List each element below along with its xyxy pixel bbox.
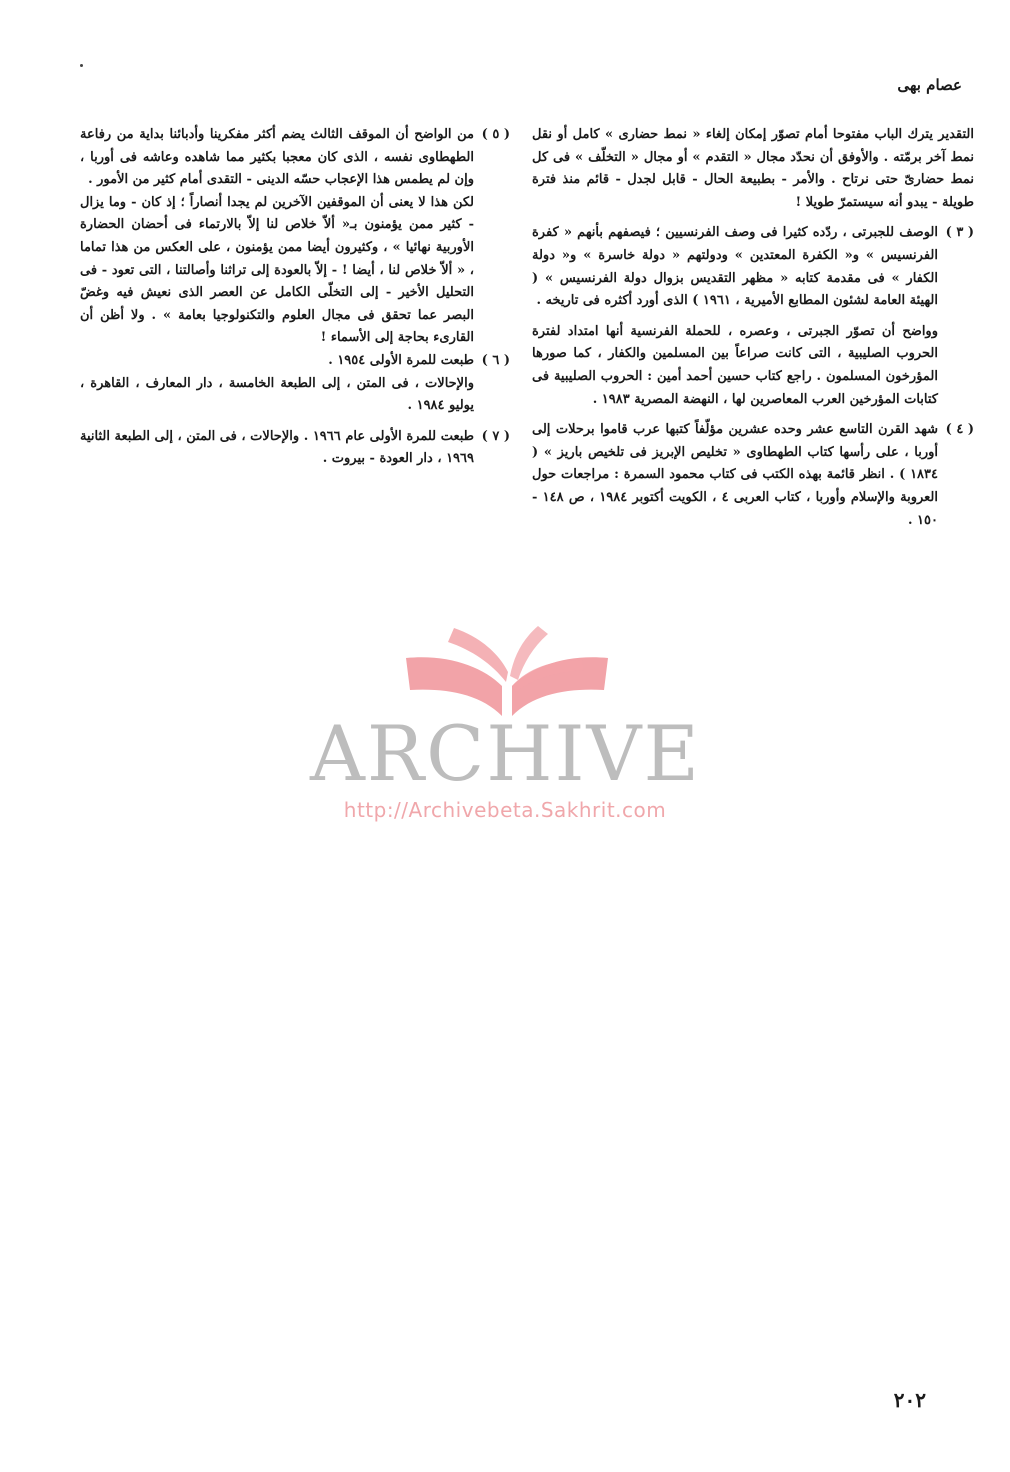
footnote-3: [532, 222, 974, 312]
watermark-url: http://Archivebeta.Sakhrit.com: [343, 798, 667, 822]
footnotes-left-column: [80, 124, 510, 471]
footnote-6-paragraph-2: والإحالات ، فى المتن ، إلى الطبعة الخامسة ، دار المعارف ، القاهرة ، يوليو ١٩٨٤ .: [80, 375, 474, 414]
footnote-text: الوصف للجبرتى ، ردّده كثيرا فى وصف الفرنسيين ؛ فيصفهم بأنهم « كفرة الفرنسيس » و« الكفرة المعتدين » ودولتهم « دولة خاسرة » و« دولة الكفار » فى مقدمة كتابه « مظهر التقديس بزوال دولة الفرنسيس » ( الهيئة العامة لشئون المطابع الأميرية ، ١٩٦١ ) الذى أورد أكثره فى تاريخه .: [532, 225, 938, 309]
page-number: ٢٠٢: [893, 1388, 926, 1412]
continuation-paragraph: التقدير يترك الباب مفتوحا أمام تصوّر إمكان إلغاء « نمط حضارى » كامل أو نقل نمط آخر برمّته . والأوفق أن نحدّد مجال « التقدم » أو مجال « التخلّف » فى كل نمط حضارىّ حتى نرتاح . والأمر - بطبيعة الحال - قابل لجدل - قائم منذ فترة طويلة - يبدو أنه سيستمرّ طويلا !: [532, 127, 974, 210]
footnote-5-paragraph-2: لكن هذا لا يعنى أن الموقفين الآخرين لم يجدا أنصاراً ؛ إذ كان - وما يزال - كثير ممن يؤمنون بـ« ألاّ خلاص لنا إلاّ بالارتماء فى أحضان الحضارة الأوربية نهائيا » ، وكثيرون أيضا ممن يؤمنون ، على العكس من هذا تماما ، « ألاّ خلاص لنا ، أيضا ! - إلاّ بالعودة إلى تراثنا وأصالتنا ، التى تعود - فى التحليل الأخير - إلى التخلّى الكامل عن العصر الذى نعيش فيه وغضّ البصر عما تحقق فى مجال العلوم والتكنولوجيا بعامة » . ولا أظن أن القارىء بحاجة إلى الأسماء !: [80, 194, 474, 346]
footnote-number: ( ٦ ): [481, 352, 510, 368]
footnote-text: طبعت للمرة الأولى عام ١٩٦٦ . والإحالات ، فى المتن ، إلى الطبعة الثانية ١٩٦٩ ، دار العودة - بيروت .: [80, 428, 474, 467]
footnote-number: ( ٣ ): [945, 225, 974, 241]
footnote-text: طبعت للمرة الأولى ١٩٥٤ .: [328, 352, 474, 368]
footnote-3-paragraph-2: وواضح أن تصوّر الجبرتى ، وعصره ، للحملة الفرنسية أنها امتداد لفترة الحروب الصليبية ، التى كانت صراعاً بين المسلمين والكفار ، كما صورها المؤرخون المسلمون . راجع كتاب حسين أحمد أمين : الحروب الصليبية فى كتابات المؤرخين العرب المعاصرين لها ، النهضة المصرية ١٩٨٣ .: [532, 323, 938, 407]
scan-speck: [80, 64, 83, 67]
watermark-title: ARCHIVE: [310, 709, 701, 798]
footnote-text: من الواضح أن الموقف الثالث يضم أكثر مفكرينا وأدبائنا بداية من رفاعة الطهطاوى نفسه ، الذى كان معجبا بكثير مما شاهده وعاشه فى أوربا ، وإن لم يطمس هذا الإعجاب حسّه الدينى - التقدى أمام كثير من الأمور .: [80, 127, 474, 188]
open-book-icon: [402, 620, 612, 720]
archive-watermark: [310, 620, 700, 830]
footnote-4: [532, 419, 974, 532]
footnote-number: ( ٧ ): [481, 428, 510, 444]
footnote-number: ( ٤ ): [945, 422, 974, 438]
footnote-number: ( ٥ ): [481, 127, 510, 142]
footnote-text: شهد القرن التاسع عشر وحده عشرين مؤلّفاً كتبها عرب قاموا برحلات إلى أوربا ، على رأسها كتاب الطهطاوى « تخليص الإبريز فى تلخيص باريز » ( ١٨٣٤ ) . انظر قائمة بهذه الكتب فى كتاب محمود السمرة : مراجعات حول العروبة والإسلام وأوربا ، كتاب العربى ٤ ، الكويت أكتوبر ١٩٨٤ ، ص ١٤٨ - ١٥٠ .: [532, 422, 939, 528]
footnote-7: [80, 426, 510, 471]
footnote-5: [80, 124, 510, 192]
footnotes-right-column: [532, 124, 974, 532]
footnote-6: [80, 350, 510, 373]
running-header-author: عصام بهى: [897, 76, 962, 94]
